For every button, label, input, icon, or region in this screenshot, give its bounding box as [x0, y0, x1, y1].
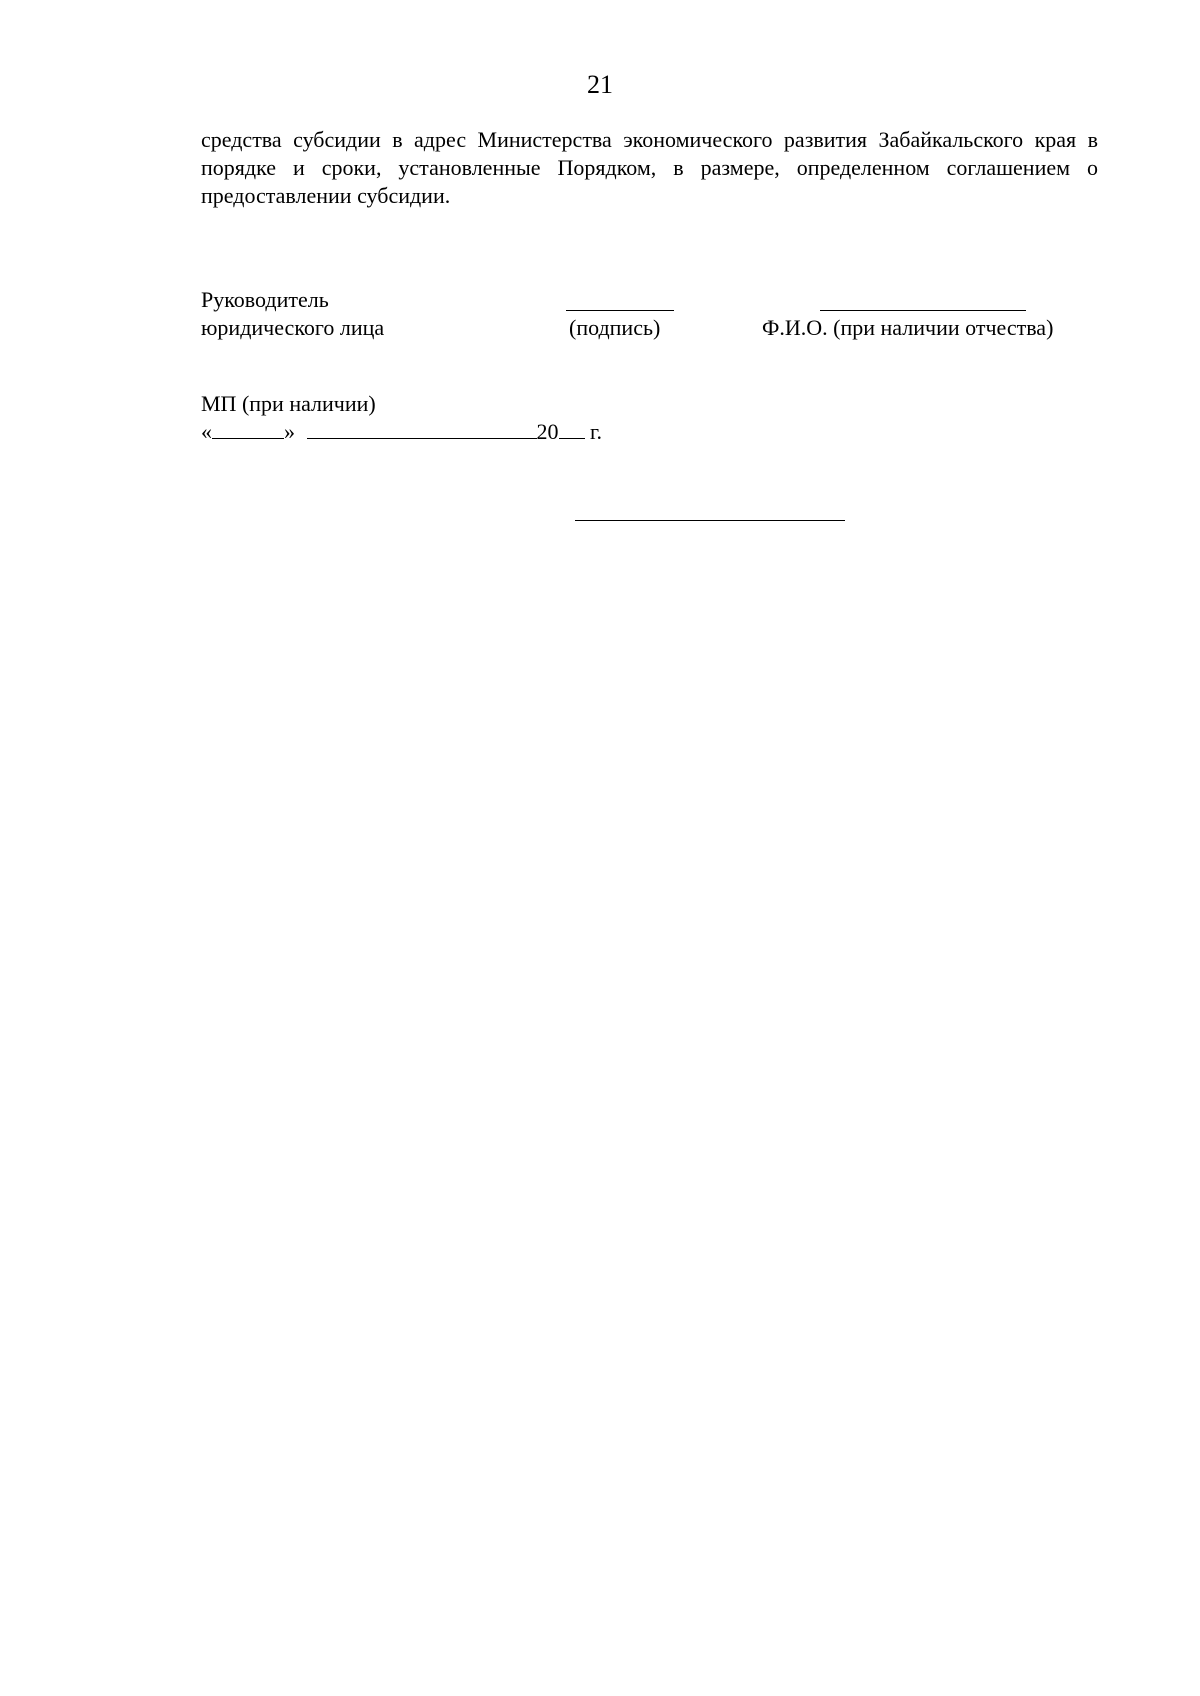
date-open-quote: «: [201, 419, 212, 444]
signatory-role-line2: юридического лица: [201, 315, 385, 340]
date-close-quote: »: [284, 419, 295, 444]
signature-caption: (подпись): [569, 315, 661, 340]
year-suffix: г.: [590, 419, 603, 444]
signature-line: [566, 310, 674, 311]
name-caption: Ф.И.О. (при наличии отчества): [762, 315, 1054, 340]
body-paragraph: средства субсидии в адрес Министерства экономического развития Забайкальского края в порядке и сроки, установленные Порядком, в размере, определенном соглашением о предоставлении субсидии.: [201, 127, 1098, 208]
date-line: [201, 418, 602, 446]
day-blank: [212, 420, 284, 439]
stamp-label: МП (при наличии): [201, 391, 376, 416]
page-number: 21: [587, 70, 613, 99]
month-blank: [307, 420, 537, 439]
year-prefix: 20: [536, 419, 559, 444]
year-blank: [559, 420, 585, 439]
signatory-role-line1: Руководитель: [201, 287, 329, 312]
name-line: [820, 310, 1026, 311]
end-separator-line: [575, 520, 845, 521]
